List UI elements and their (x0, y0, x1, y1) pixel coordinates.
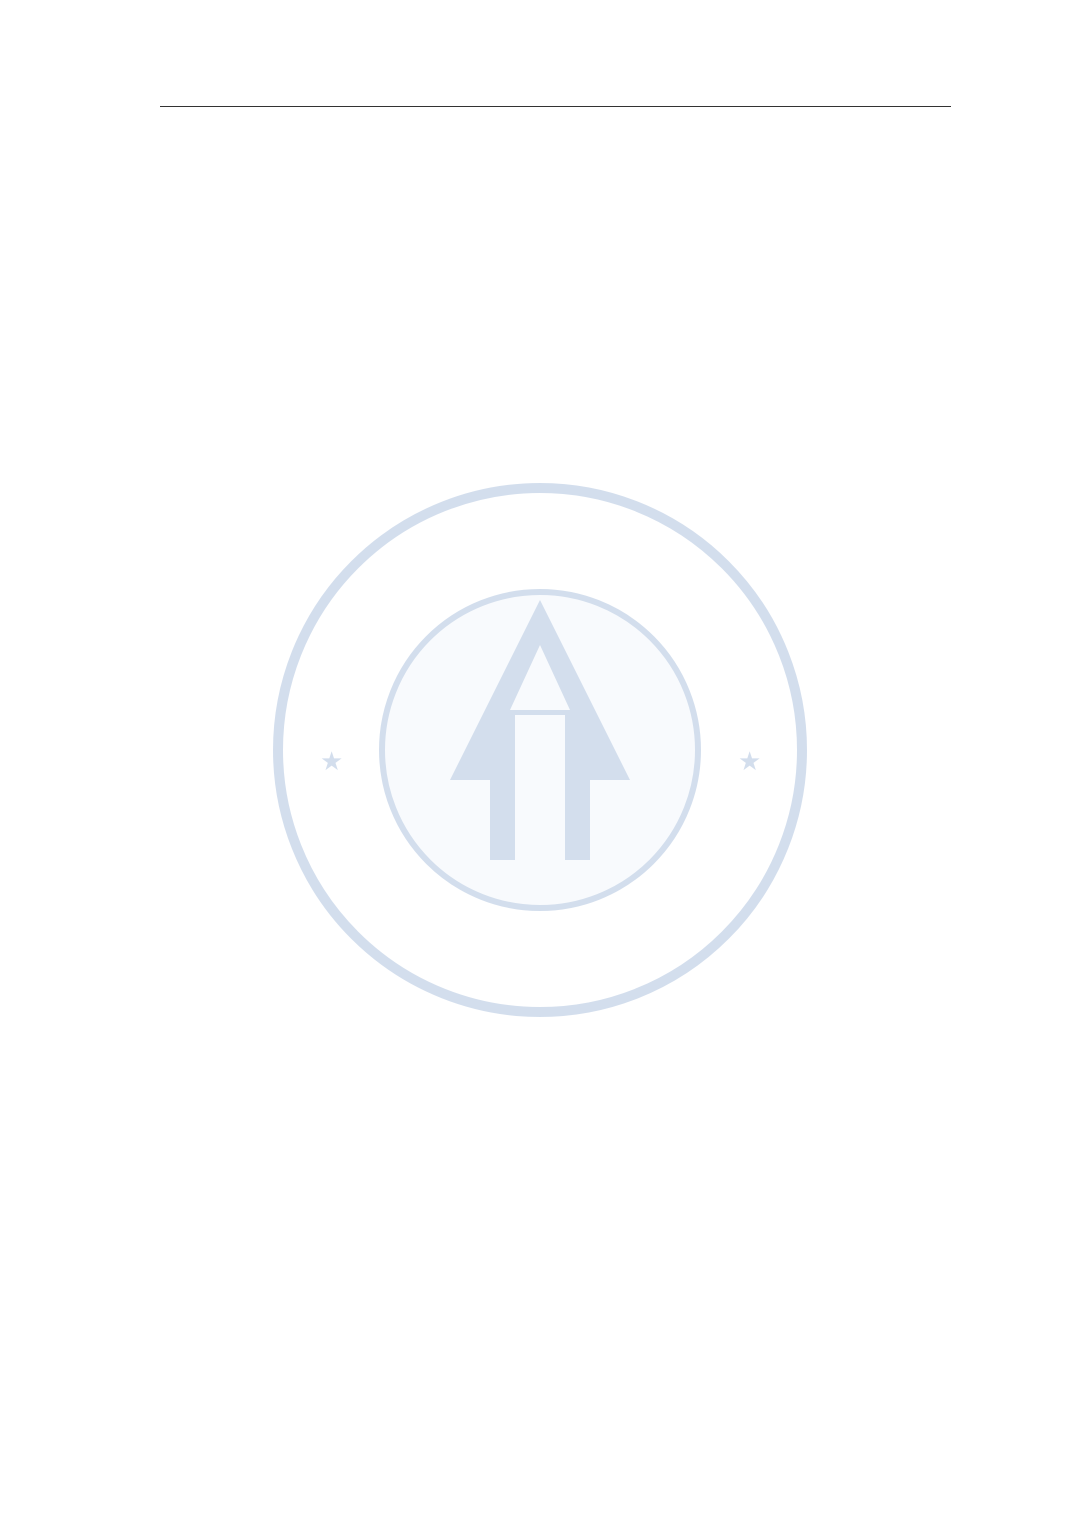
svg-text:★: ★ (738, 747, 762, 777)
header-rule (160, 106, 951, 107)
svg-text:★: ★ (320, 747, 344, 777)
gecpa-seal-watermark (270, 480, 810, 1020)
